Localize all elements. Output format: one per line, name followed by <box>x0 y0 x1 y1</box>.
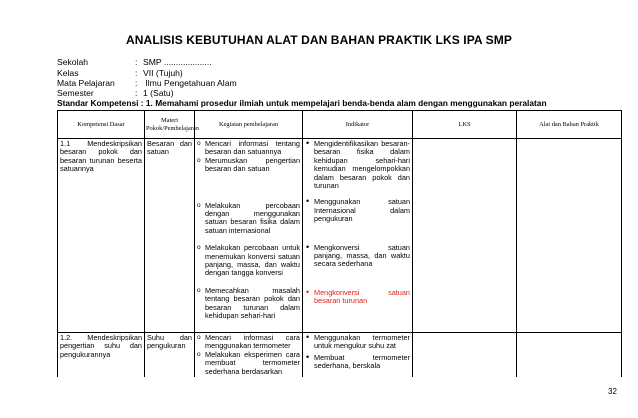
indikator-item-highlighted: • Mengkonversi satuan besaran turunan <box>305 289 410 306</box>
meta-value: VII (Tujuh) <box>143 68 183 78</box>
kegiatan-item: o Memecahkan masalah tentang besaran pokok dan besaran turunan dalam kehidupan sehari-hari <box>197 287 300 321</box>
document-title: ANALISIS KEBUTUHAN ALAT DAN BAHAN PRAKTIK LKS IPA SMP <box>126 33 512 47</box>
kd-cell: 1.1 Mendeskripsikan besaran pokok dan besaran turunan beserta satuannya <box>58 139 145 333</box>
header-lks: LKS <box>413 111 517 139</box>
indikator-item: • Mengidentifikasikan besaran-besaran fisika dalam kehidupan sehari-hari kemudian mengelompokkan dalam besaran pokok dan turunan <box>305 140 410 190</box>
meta-sekolah <box>57 57 212 68</box>
kegiatan-item: o Merumuskan pengertian besaran dan satuan <box>197 157 300 174</box>
kegiatan-item: o Mencari informasi cara menggunakan termometer <box>197 334 300 351</box>
header-alat-bahan: Alat dan Bahan Praktik <box>517 111 622 139</box>
meta-value: Ilmu Pengetahuan Alam <box>143 78 237 88</box>
kegiatan-item: o Mencari informasi tentang besaran dan satuannya <box>197 140 300 157</box>
indikator-item: • Membuat termometer sederhana, berskala <box>305 354 410 371</box>
lks-cell <box>413 333 517 378</box>
analysis-table <box>57 110 622 377</box>
meta-separator: : <box>135 88 138 98</box>
materi-cell: Besaran dan satuan <box>145 139 195 333</box>
header-indikator: Indikator <box>303 111 413 139</box>
kegiatan-item: o Melakukan percobaan untuk menemukan konversi satuan panjang, massa, dan waktu dengan tangga konversi <box>197 244 300 278</box>
indikator-cell <box>303 139 413 333</box>
indikator-item: • Menggunakan satuan Internasional dalam pengukuran <box>305 198 410 223</box>
meta-separator: : <box>135 78 138 88</box>
alat-bahan-cell <box>517 333 622 378</box>
meta-label: Kelas <box>57 68 79 78</box>
lks-cell <box>413 139 517 333</box>
indikator-cell <box>303 333 413 378</box>
meta-label: Mata Pelajaran <box>57 78 115 88</box>
meta-separator: : <box>135 57 138 67</box>
indikator-item: • Mengkonversi satuan panjang, massa, dan waktu secara sederhana <box>305 244 410 269</box>
meta-value: SMP .................... <box>143 57 212 67</box>
kd-cell: 1.2. Mendeskripsikan pengertian suhu dan pengukurannya <box>58 333 145 378</box>
meta-label: Sekolah <box>57 57 89 67</box>
table-row <box>58 333 622 378</box>
kegiatan-item: o Melakukan percobaan dengan menggunakan satuan besaran fisika dalam satuan internasional <box>197 202 300 236</box>
kegiatan-item: o Melakukan eksperimen cara membuat termometer sederhana berdasarkan <box>197 351 300 376</box>
table-row <box>58 139 622 333</box>
alat-bahan-cell <box>517 139 622 333</box>
meta-separator: : <box>135 68 138 78</box>
meta-value: 1 (Satu) <box>143 88 174 98</box>
kegiatan-cell <box>195 333 303 378</box>
materi-cell: Suhu dan pengukuran <box>145 333 195 378</box>
standar-kompetensi: Standar Kompetensi : 1. Memahami prosedur ilmiah untuk mempelajari benda-benda alam dengan menggunakan peralatan <box>57 98 547 108</box>
header-kompetensi-dasar: Kompetensi Dasar <box>58 111 145 139</box>
header-kegiatan: Kegiatan pembelajaran <box>195 111 303 139</box>
table-header-row <box>58 111 622 139</box>
meta-label: Semester <box>57 88 94 98</box>
kegiatan-cell <box>195 139 303 333</box>
indikator-item: • Menggunakan termometer untuk mengukur suhu zat <box>305 334 410 351</box>
header-materi-pokok: Materi Pokok/Pembelajaran <box>145 111 195 139</box>
page-number: 32 <box>608 387 617 396</box>
